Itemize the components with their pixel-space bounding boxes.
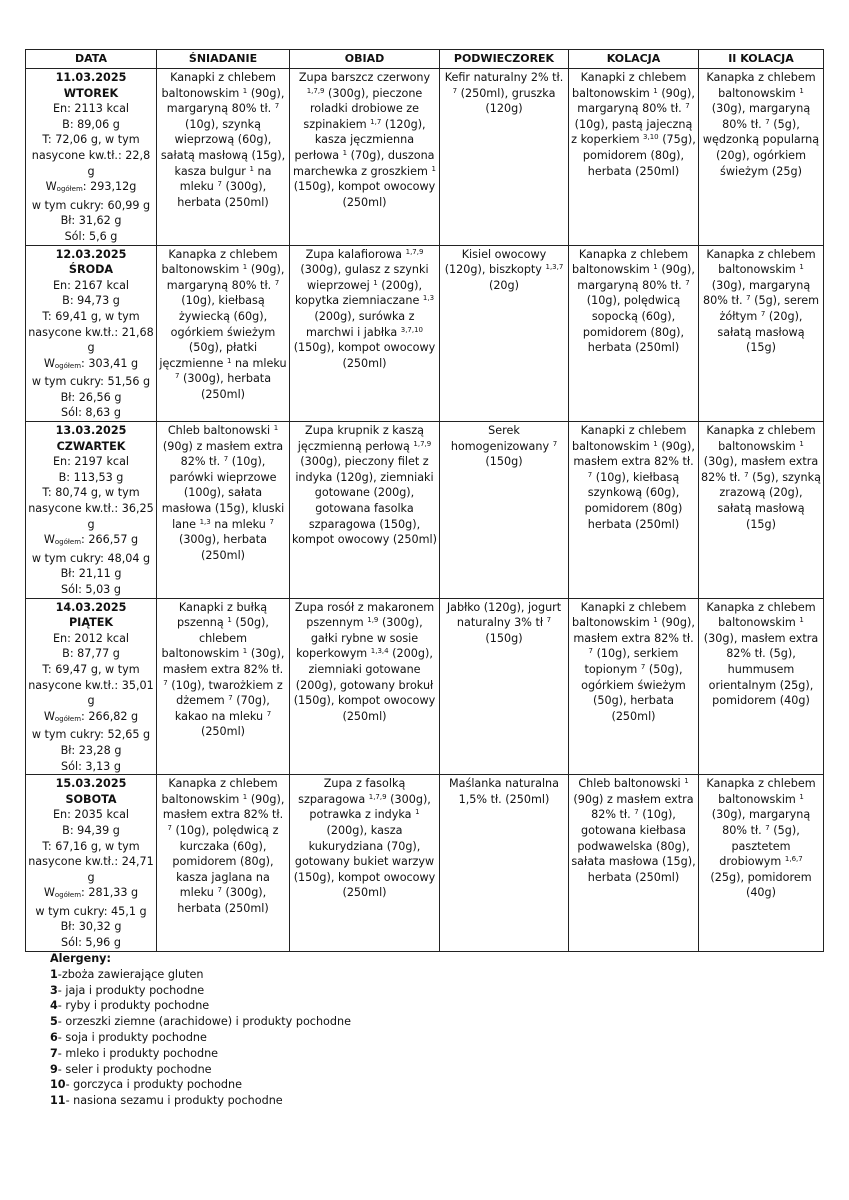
allergen-marker: 1: [242, 263, 248, 272]
allergen-marker: 1: [799, 439, 804, 448]
allergen-marker: 1: [242, 792, 248, 801]
carbs-subscript: ogółem: [54, 538, 82, 547]
energy-value: En: 2012 kcal: [52, 631, 130, 645]
allergen-marker: 1,3,7: [545, 263, 564, 272]
allergen-marker: 1,7,9: [413, 439, 432, 448]
allergen-marker: 7: [552, 439, 558, 448]
allergen-marker: 1: [227, 616, 232, 625]
second-dinner-cell: Kanapka z chlebem baltonowskim $^1$ (30g), margaryną 80% tł. $^7$ (5g), serem żółtym $^7$ (20g), sałatą masłową (15g): [699, 245, 824, 422]
fiber-value: Bł: 31,62 g: [60, 214, 122, 228]
allergen-marker: 7: [765, 117, 770, 126]
salt-value: Sól: 5,96 g: [61, 936, 121, 950]
allergen-marker: 7: [274, 278, 280, 287]
allergen-code: 5: [50, 1015, 58, 1029]
lunch-cell: Zupa krupnik z kaszą jęczmienną perłową $^{1,7,9}$ (300g), pieczony filet z indyka (120g), ziemniaki gotowane (200g), gotowana fasolka szparagowa (150g), kompot owocowy (250ml): [290, 422, 440, 599]
table-header-row: [26, 50, 824, 69]
energy-value: En: 2197 kcal: [52, 455, 130, 469]
afternoon-snack-cell: Kefir naturalny 2% tł. $^7$ (250ml), gruszka (120g): [440, 69, 569, 246]
allergen-item: [50, 1046, 351, 1062]
table-row: [26, 598, 824, 775]
allergen-marker: 7: [274, 102, 280, 111]
dinner-cell: Kanapki z chlebem baltonowskim $^1$ (90g), masłem extra 82% tł. $^7$ (10g), serkiem topionym $^7$ (50g), ogórkiem świeżym (50g), herbata (250ml): [569, 598, 699, 775]
allergen-code: 7: [50, 1046, 58, 1060]
allergen-description: - jaja i produkty pochodne: [57, 983, 205, 997]
allergen-marker: 7: [685, 102, 690, 111]
menu-body: [26, 69, 824, 952]
allergen-marker: 1: [242, 647, 248, 656]
allergen-description: - mleko i produkty pochodne: [57, 1046, 219, 1060]
allergen-item: [50, 1093, 351, 1109]
allergen-marker: 7: [269, 517, 274, 526]
carbs-subscript: ogółem: [54, 891, 82, 900]
day-cell: [26, 775, 157, 952]
allergen-list: [50, 967, 351, 1109]
allergen-marker: 1,7: [370, 117, 382, 126]
second-dinner-cell: Kanapka z chlebem baltonowskim $^1$ (30g), margaryną 80% tł. $^7$ (5g), wędzonką popularną (20g), ogórkiem świeżym (25g): [699, 69, 824, 246]
day-name: CZWARTEK: [56, 439, 126, 453]
breakfast-cell: Kanapki z bułką pszenną $^1$ (50g), chlebem baltonowskim $^1$ (30g), masłem extra 82% tł. $^7$ (10g), twarożkiem z dżemem $^7$ (70g), kakao na mleku $^7$ (250ml): [157, 598, 290, 775]
allergen-marker: 1: [799, 86, 804, 95]
protein-value: B: 87,77 g: [62, 647, 120, 661]
allergen-description: - ryby i produkty pochodne: [57, 999, 210, 1013]
allergen-item: [50, 983, 351, 999]
protein-value: B: 94,73 g: [62, 294, 120, 308]
allergen-description: - orzeszki ziemne (arachidowe) i produkty pochodne: [57, 1015, 351, 1029]
allergen-marker: 1: [653, 439, 658, 448]
allergen-description: -zboża zawierające gluten: [57, 967, 204, 981]
allergen-marker: 7: [174, 372, 180, 381]
carbs-value: $W_{ogółem}$: 293,12g: [45, 180, 137, 194]
protein-value: B: 89,06 g: [62, 117, 120, 131]
date-label: 12.03.2025: [55, 247, 127, 261]
allergen-legend-title: Alergeny:: [50, 952, 111, 965]
allergen-marker: 7: [452, 86, 458, 95]
day-cell: [26, 69, 157, 246]
fat-value: T: 80,74 g, w tym: [42, 486, 140, 500]
menu-table: [25, 49, 824, 952]
date-label: 14.03.2025: [55, 600, 127, 614]
allergen-description: - seler i produkty pochodne: [57, 1062, 212, 1076]
allergen-marker: 7: [588, 647, 594, 656]
allergen-description: - soja i produkty pochodne: [57, 1030, 207, 1044]
allergen-code: 9: [50, 1062, 58, 1076]
day-name: WTOREK: [63, 86, 119, 100]
allergen-item: [50, 1014, 351, 1030]
table-row: [26, 69, 824, 246]
allergen-marker: 7: [746, 294, 751, 303]
allergen-item: [50, 1077, 351, 1093]
carbs-subscript: ogółem: [54, 714, 82, 723]
dinner-cell: Kanapki z chlebem baltonowskim $^1$ (90g), masłem extra 82% tł. $^7$ (10g), kiełbasą szynkową (60g), pomidorem (80g) herbata (250ml): [569, 422, 699, 599]
protein-value: B: 113,53 g: [58, 470, 124, 484]
fiber-value: Bł: 30,32 g: [60, 920, 122, 934]
allergen-item: [50, 967, 351, 983]
saturated-fat-value: nasycone kw.tł.: 22,8 g: [31, 148, 151, 178]
afternoon-snack-cell: Serek homogenizowany $^7$ (150g): [440, 422, 569, 599]
date-label: 15.03.2025: [55, 777, 127, 791]
allergen-marker: 1: [799, 616, 804, 625]
allergen-description: - nasiona sezamu i produkty pochodne: [65, 1094, 283, 1108]
sugars-value: w tym cukry: 48,04 g: [31, 551, 151, 565]
allergen-marker: 3,10: [643, 133, 659, 142]
allergen-item: [50, 998, 351, 1014]
day-name: PIĄTEK: [68, 616, 114, 630]
allergen-marker: 1: [799, 792, 804, 801]
allergen-marker: 7: [163, 678, 168, 687]
carbs-value: $W_{ogółem}$: 303,41 g: [43, 356, 139, 370]
date-label: 13.03.2025: [55, 424, 127, 438]
salt-value: Sól: 8,63 g: [61, 406, 121, 420]
table-row: [26, 422, 824, 599]
allergen-marker: 1,3: [422, 294, 435, 303]
allergen-marker: 7: [217, 886, 222, 895]
carbs-subscript: ogółem: [56, 185, 83, 194]
second-dinner-cell: Kanapka z chlebem baltonowskim $^1$ (30g), margaryną 80% tł. $^7$ (5g), pasztetem drobiowym $^{1,6,7}$ (25g), pomidorem (40g): [699, 775, 824, 952]
fat-value: T: 67,16 g, w tym: [42, 839, 140, 853]
allergen-marker: 7: [744, 470, 749, 479]
energy-value: En: 2035 kcal: [52, 808, 130, 822]
saturated-fat-value: nasycone kw.tł.: 24,71 g: [28, 855, 154, 884]
breakfast-cell: Chleb baltonowski $^1$ (90g) z masłem extra 82% tł. $^7$ (10g), parówki wieprzowe (100g), sałata masłowa (15g), kluski lane $^{1,3}$ na mleku $^7$ (300g), herbata (250ml): [157, 422, 290, 599]
allergen-marker: 1: [273, 424, 279, 433]
dinner-cell: Kanapka z chlebem baltonowskim $^1$ (90g), margaryną 80% tł. $^7$ (10g), polędwicą sopocką (60g), pomidorem (80g), herbata (250ml): [569, 245, 699, 422]
salt-value: Sól: 3,13 g: [61, 759, 121, 773]
allergen-marker: 1,7,9: [405, 247, 424, 256]
dinner-cell: Kanapki z chlebem baltonowskim $^1$ (90g), margaryną 80% tł. $^7$ (10g), pastą jajeczną z koperkiem $^{3,10}$ (75g), pomidorem (80g), herbata (250ml): [569, 69, 699, 246]
allergen-marker: 1,7,9: [306, 86, 325, 95]
saturated-fat-value: nasycone kw.tł.: 36,25 g: [28, 502, 154, 531]
breakfast-cell: Kanapki z chlebem baltonowskim $^1$ (90g), margaryną 80% tł. $^7$ (10g), szynką wieprzową (60g), sałatą masłową (15g), kasza bulgur $^1$ na mleku $^7$ (300g), herbata (250ml): [157, 69, 290, 246]
sugars-value: w tym cukry: 52,65 g: [31, 728, 151, 742]
header-lunch: OBIAD: [290, 50, 440, 69]
sugars-value: w tym cukry: 45,1 g: [35, 904, 147, 918]
carbs-value: $W_{ogółem}$: 266,57 g: [43, 533, 139, 547]
second-dinner-cell: Kanapka z chlebem baltonowskim $^1$ (30g), masłem extra 82% tł. $^7$ (5g), szynką zrazową (20g), sałatą masłową (15g): [699, 422, 824, 599]
breakfast-cell: Kanapka z chlebem baltonowskim $^1$ (90g), masłem extra 82% tł. $^7$ (10g), polędwicą z kurczaka (60g), pomidorem (80g), kasza jaglana na mleku $^7$ (300g), herbata (250ml): [157, 775, 290, 952]
table-row: [26, 775, 824, 952]
allergen-legend: [50, 951, 351, 1109]
saturated-fat-value: nasycone kw.tł.: 35,01 g: [28, 678, 154, 708]
allergen-marker: 1: [684, 777, 689, 786]
allergen-description: - gorczyca i produkty pochodne: [65, 1078, 242, 1092]
allergen-marker: 1: [373, 278, 378, 287]
allergen-marker: 1,3,4: [370, 647, 389, 656]
allergen-marker: 7: [217, 180, 222, 189]
allergen-marker: 1: [342, 148, 348, 157]
allergen-marker: 1: [415, 808, 420, 817]
afternoon-snack-cell: Kisiel owocowy (120g), biszkopty $^{1,3,7}$ (20g): [440, 245, 569, 422]
day-cell: [26, 245, 157, 422]
fiber-value: Bł: 21,11 g: [60, 567, 122, 581]
allergen-marker: 1: [242, 86, 248, 95]
fat-value: T: 69,41 g, w tym: [42, 309, 140, 323]
allergen-code: 11: [50, 1094, 66, 1108]
afternoon-snack-cell: Maślanka naturalna 1,5% tł. (250ml): [440, 775, 569, 952]
allergen-marker: 1: [799, 263, 804, 272]
day-cell: [26, 598, 157, 775]
allergen-marker: 3,7,10: [400, 325, 424, 334]
saturated-fat-value: nasycone kw.tł.: 21,68 g: [28, 325, 154, 355]
carbs-value: $W_{ogółem}$: 281,33 g: [43, 886, 139, 900]
salt-value: Sól: 5,6 g: [64, 229, 118, 243]
lunch-cell: Zupa barszcz czerwony $^{1,7,9}$ (300g), pieczone roladki drobiowe ze szpinakiem $^{1,7}$ (120g), kasza jęczmienna perłowa $^1$ (70g), duszona marchewka z groszkiem $^1$ (150g), kompot owocowy (250ml): [290, 69, 440, 246]
allergen-marker: 1,3: [199, 517, 211, 526]
protein-value: B: 94,39 g: [62, 823, 120, 837]
sugars-value: w tym cukry: 51,56 g: [31, 375, 151, 389]
fat-value: T: 72,06 g, w tym: [42, 133, 140, 147]
lunch-cell: Zupa rosół z makaronem pszennym $^{1,9}$ (300g), gałki rybne w sosie koperkowym $^{1,3,4}$ (200g), ziemniaki gotowane (200g), gotowany brokuł (150g), kompot owocowy (250ml): [290, 598, 440, 775]
header-dinner: KOLACJA: [569, 50, 699, 69]
second-dinner-cell: Kanapka z chlebem baltonowskim $^1$ (30g), masłem extra 82% tł. (5g), hummusem orientalnym (25g), pomidorem (40g): [699, 598, 824, 775]
header-second-dinner: II KOLACJA: [699, 50, 824, 69]
allergen-marker: 1: [653, 616, 658, 625]
carbs-subscript: ogółem: [54, 361, 82, 370]
afternoon-snack-cell: Jabłko (120g), jogurt naturalny 3% tł $^7$ (150g): [440, 598, 569, 775]
allergen-marker: 1,7,9: [368, 792, 387, 801]
allergen-code: 1: [50, 967, 58, 981]
fiber-value: Bł: 23,28 g: [60, 743, 122, 757]
allergen-marker: 1: [249, 164, 254, 173]
allergen-marker: 7: [640, 662, 646, 671]
allergen-marker: 7: [223, 455, 229, 464]
lunch-cell: Zupa kalafiorowa $^{1,7,9}$ (300g), gulasz z szynki wieprzowej $^1$ (200g), kopytka ziemniaczane $^{1,3}$ (200g), surówka z marchwi i jabłka $^{3,7,10}$ (150g), kompot owocowy (250ml): [290, 245, 440, 422]
allergen-marker: 7: [228, 694, 233, 703]
date-label: 11.03.2025: [55, 71, 127, 84]
allergen-marker: 1,6,7: [784, 855, 803, 864]
lunch-cell: Zupa z fasolką szparagowa $^{1,7,9}$ (300g), potrawka z indyka $^1$ (200g), kasza kukurydziana (70g), gotowany bukiet warzyw (150g), kompot owocowy (250ml): [290, 775, 440, 952]
allergen-code: 6: [50, 1030, 58, 1044]
allergen-marker: 1: [431, 164, 436, 173]
allergen-marker: 1,9: [367, 616, 379, 625]
allergen-marker: 7: [685, 278, 690, 287]
breakfast-cell: Kanapka z chlebem baltonowskim $^1$ (90g), margaryną 80% tł. $^7$ (10g), kiełbasą żywiecką (60g), ogórkiem świeżym (50g), płatki jęczmienne $^1$ na mleku $^7$ (300g), herbata (250ml): [157, 245, 290, 422]
day-name: ŚRODA: [68, 263, 114, 277]
allergen-item: [50, 1062, 351, 1078]
day-cell: [26, 422, 157, 599]
salt-value: Sól: 5,03 g: [61, 583, 121, 596]
allergen-code: 4: [50, 999, 58, 1013]
carbs-value: $W_{ogółem}$: 266,82 g: [43, 709, 139, 723]
allergen-marker: 1: [653, 86, 658, 95]
sugars-value: w tym cukry: 60,99 g: [31, 198, 151, 212]
allergen-marker: 7: [634, 808, 639, 817]
allergen-marker: 7: [760, 309, 766, 318]
energy-value: En: 2113 kcal: [52, 102, 130, 116]
allergen-code: 10: [50, 1078, 66, 1092]
fiber-value: Bł: 26,56 g: [60, 390, 122, 404]
allergen-marker: 7: [167, 823, 172, 832]
allergen-marker: 7: [546, 616, 552, 625]
allergen-marker: 1: [653, 263, 658, 272]
allergen-marker: 7: [765, 823, 770, 832]
allergen-code: 3: [50, 983, 58, 997]
header-afternoon-snack: PODWIECZOREK: [440, 50, 569, 69]
allergen-marker: 7: [587, 470, 593, 479]
allergen-marker: 1: [226, 356, 232, 365]
dinner-cell: Chleb baltonowski $^1$ (90g) z masłem extra 82% tł. $^7$ (10g), gotowana kiełbasa podwawelska (80g), sałata masłowa (15g), herbata (250ml): [569, 775, 699, 952]
day-name: SOBOTA: [65, 792, 117, 806]
header-breakfast: ŚNIADANIE: [157, 50, 290, 69]
allergen-marker: 7: [266, 709, 272, 718]
energy-value: En: 2167 kcal: [52, 278, 130, 292]
fat-value: T: 69,47 g, w tym: [42, 662, 140, 676]
allergen-item: [50, 1030, 351, 1046]
table-row: [26, 245, 824, 422]
header-date: DATA: [26, 50, 157, 69]
